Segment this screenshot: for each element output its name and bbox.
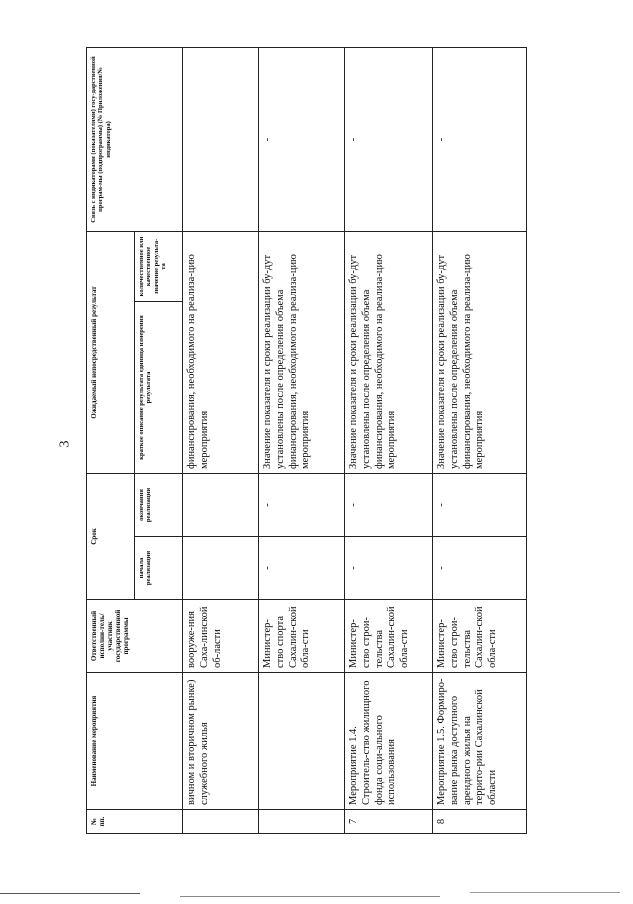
row-description: Значение показателя и сроки реализации бу-дут установлены после определения объема финансирования, необходимого на реализа-цию мероприятия xyxy=(433,231,527,473)
row-responsible: Министер-ство строи-тельства Сахалин-ской обла-сти xyxy=(433,600,527,673)
row-link xyxy=(183,47,259,231)
row-start: - xyxy=(345,537,433,600)
header-name: Наименование мероприятия xyxy=(87,673,183,810)
header-num: № пп. xyxy=(87,810,183,834)
scan-artifact xyxy=(0,893,140,894)
header-result-value: количественное или качественное значение результа-та xyxy=(135,231,183,301)
row-num xyxy=(259,810,345,834)
scan-artifact xyxy=(470,892,620,893)
header-term-start: начала реализации xyxy=(135,537,183,600)
row-end: - xyxy=(259,473,345,536)
measures-table xyxy=(86,47,527,834)
rotated-table-container xyxy=(86,48,526,834)
row-responsible: Министер-ство строи-тельства Сахалин-ской обла-сти xyxy=(345,600,433,673)
row-start xyxy=(183,537,259,600)
page-number: 3 xyxy=(57,440,73,448)
row-end: - xyxy=(345,473,433,536)
scan-artifact xyxy=(180,896,440,897)
row-responsible: Министер-ство спорта Сахалин-ской обла-сти xyxy=(259,600,345,673)
row-link: - xyxy=(259,47,345,231)
row-start: - xyxy=(259,537,345,600)
header-result: Ожидаемый непосредственный результат xyxy=(87,231,135,473)
header-result-desc: краткое описание результата единица измерения результата xyxy=(135,301,183,473)
row-end xyxy=(183,473,259,536)
table-row xyxy=(345,47,433,833)
header-link: Связь с индикаторами (показателями) госу-дарственной програм-мы (подпрограммы) (№ Приложения/№ индикатора) xyxy=(87,47,183,231)
row-description: финансирования, необходимого на реализа-цию мероприятия xyxy=(183,231,259,473)
row-name: Мероприятие 1.4. Строитель-ство жилищного фонда соци-ального использования xyxy=(345,673,433,810)
row-description: Значение показателя и сроки реализации бу-дут установлены после определения объема финансирования, необходимого на реализа-цию мероприятия xyxy=(345,231,433,473)
row-name: вичном и вторичном рынке) служебного жилья xyxy=(183,673,259,810)
row-num xyxy=(183,810,259,834)
header-responsible: Ответственный исполни-тель/участник государственной программы xyxy=(87,600,183,673)
header-row-1 xyxy=(87,47,135,833)
row-responsible: вооруже-ния Саха-линской об-ласти xyxy=(183,600,259,673)
table-row xyxy=(183,47,259,833)
row-name xyxy=(259,673,345,810)
row-name: Мероприятие 1.5. Формиро-вание рынка доступного арендного жилья на террито-рии Сахалинской области xyxy=(433,673,527,810)
row-num: 8 xyxy=(433,810,527,834)
header-term-end: окончания реализации xyxy=(135,473,183,536)
row-description: Значение показателя и сроки реализации бу-дут установлены после определения объема финансирования, необходимого на реализа-цию мероприятия xyxy=(259,231,345,473)
row-link: - xyxy=(433,47,527,231)
header-term: Срок xyxy=(87,473,135,599)
row-end: - xyxy=(433,473,527,536)
row-start: - xyxy=(433,537,527,600)
table-row xyxy=(259,47,345,833)
row-link: - xyxy=(345,47,433,231)
row-num: 7 xyxy=(345,810,433,834)
table-row xyxy=(433,47,527,833)
